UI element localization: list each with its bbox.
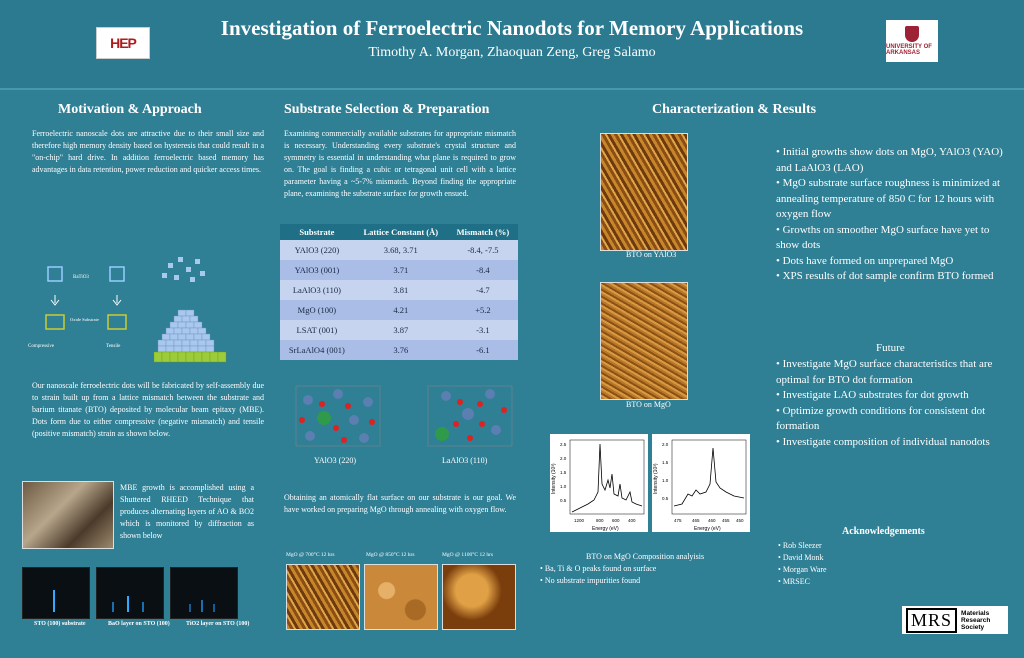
xps2-xtick: 465: [692, 518, 700, 523]
afm-image-mgo-700: [286, 564, 360, 630]
xps-xlabel-2: Energy (eV): [694, 526, 721, 532]
ack-item: • David Monk: [778, 553, 824, 562]
substrate-title: Substrate Selection & Preparation: [284, 102, 490, 117]
arrow-down-icon: [51, 295, 59, 305]
nanodot-pyramid: [158, 310, 214, 352]
crystal-caption-laalo3: LaAlO3 (110): [442, 456, 488, 465]
xps1-ytick: 2.0: [560, 456, 567, 461]
future-bullet: • Investigate LAO substrates for dot growth: [776, 389, 969, 401]
ack-item: • Morgan Ware: [778, 565, 827, 574]
compressive-label: Compressive: [28, 344, 55, 349]
rheed-streak: [112, 602, 114, 612]
strain-diagram: [28, 255, 248, 375]
rheed-image-sto: [22, 567, 90, 619]
bto-label: BaTiO3: [73, 275, 89, 280]
xps2-xtick: 475: [674, 518, 682, 523]
results-bullet: • Dots have formed on unprepared MgO: [776, 254, 954, 267]
results-bullet: • Initial growths show dots on MgO, YAlO3 (YAO) and LaAlO3 (LAO): [776, 146, 1003, 174]
mrs-logo: [902, 606, 1008, 634]
rheed-streak: [127, 596, 129, 612]
oxide-label: Oxide Substrate: [70, 317, 99, 322]
acknowledgements-list: [778, 540, 888, 588]
characterization-title: Characterization & Results: [652, 102, 817, 117]
yalo3-crystal-structure: [288, 380, 388, 452]
xps2-ytick: 1.5: [662, 460, 669, 465]
future-bullet: • Investigate composition of individual nanodots: [776, 435, 990, 448]
results-bullet: • Growths on smoother MgO surface have yet to show dots: [776, 223, 990, 251]
xps-bullet-list: [540, 563, 740, 587]
afm-caption-850: MgO @ 850°C 12 hrs: [366, 552, 415, 558]
substrate-layer: [154, 352, 226, 362]
oxide-cell-right: [108, 315, 126, 329]
university-logo: [886, 20, 938, 62]
afm-image-bto-on-yalo3: [600, 133, 688, 251]
table-header-substrate: Substrate: [280, 224, 354, 240]
ack-item: • Rob Sleezer: [778, 541, 822, 550]
table-row: LSAT (001) 3.87 -3.1: [280, 320, 518, 340]
substrate-paragraph-1: Examining commercially available substrates for appropriate mismatch is necessary. Understanding every substrate's crystal structure and symmetry is essential in understanding what plane is required to grow on. The goal is finding a cubic or tetragonal unit cell with a lattice parameter having a ~5-7% mismatch. Beyond finding the appropriate plane, examining the substrate surface for growth ensued.: [284, 129, 516, 198]
xps1-ytick: 2.5: [560, 442, 567, 447]
table-row: MgO (100) 4.21 +5.2: [280, 300, 518, 320]
xps2-ytick: 2.0: [662, 442, 669, 447]
afm-caption-bto-yalo3: BTO on YAlO3: [626, 250, 677, 259]
motivation-title: Motivation & Approach: [58, 102, 202, 117]
xps1-ytick: 1.0: [560, 484, 567, 489]
substrate-paragraph-2: Obtaining an atomically flat surface on our substrate is our goal. We have worked on preparing MgO through annealing with oxygen flow.: [284, 493, 516, 514]
xps-xlabel-1: Energy (eV): [592, 526, 619, 532]
xps2-xtick: 460: [708, 518, 716, 523]
future-bullet-list: [776, 357, 1008, 450]
falling-atoms: [162, 257, 205, 282]
table-row: YAlO3 (220) 3.68, 3.71 -8.4, -7.5: [280, 240, 518, 260]
tensile-label: Tensile: [106, 344, 121, 349]
xps1-xtick: 600: [612, 518, 620, 523]
rheed-streak: [53, 590, 55, 612]
xps1-xtick: 1200: [574, 518, 585, 523]
substrate-table: [280, 224, 518, 360]
afm-image-mgo-850: [364, 564, 438, 630]
rheed-streak: [213, 604, 215, 612]
xps2-ytick: 0.5: [662, 496, 669, 501]
table-row: LaAlO3 (110) 3.81 -4.7: [280, 280, 518, 300]
xps-bullet: • No substrate impurities found: [540, 576, 641, 585]
xps-plots: [550, 434, 750, 532]
table-row: SrLaAlO4 (001) 3.76 -6.1: [280, 340, 518, 360]
xps1-xtick: 800: [596, 518, 604, 523]
results-bullet: • XPS results of dot sample confirm BTO formed: [776, 270, 994, 282]
mbe-paragraph: MBE growth is accomplished using a Shuttered RHEED Technique that produces alternating layers of AO & BO2 which is monitored by diffraction as shown below: [120, 483, 254, 540]
acknowledgements-title: Acknowledgements: [842, 526, 925, 537]
rheed-image-tio2: [170, 567, 238, 619]
motivation-paragraph-1: Ferroelectric nanoscale dots are attractive due to their small size and therefore high memory density based on hysteresis that could result in a "on-chip" hard drive. In addition ferroelectric based memory has advantages in data retention, power reduction and quicker access times.: [32, 129, 264, 174]
rheed-streak: [189, 604, 191, 612]
afm-image-mgo-1100: [442, 564, 516, 630]
rheed-streak: [201, 600, 203, 612]
rheed-image-bao: [96, 567, 164, 619]
future-bullet: • Optimize growth conditions for consistent dot formation: [776, 404, 986, 432]
rheed-caption-3: TiO2 layer on STO (100): [186, 621, 250, 627]
hep-logo-text: HEP: [110, 35, 136, 51]
xps-bullet: • Ba, Ti & O peaks found on surface: [540, 564, 657, 573]
mbe-system-photo: [22, 481, 114, 549]
results-bullet-list: [776, 145, 1008, 285]
xps1-xtick: 400: [628, 518, 636, 523]
future-title: Future: [876, 342, 905, 354]
oxide-cell-left: [46, 315, 64, 329]
mrs-logo-text: Materials Research Society: [961, 609, 991, 631]
bto-cell-left: [48, 267, 62, 281]
afm-caption-1100: MgO @ 1100°C 12 hrs: [442, 552, 494, 558]
xps-ylabel-1: Intensity (10³): [551, 463, 557, 494]
university-shield-icon: [905, 26, 919, 42]
ack-item: • MRSEC: [778, 577, 810, 586]
results-bullet: • MgO substrate surface roughness is minimized at annealing temperature of 850 C for 12 hours with oxygen flow: [776, 177, 1001, 220]
xps2-xtick: 455: [722, 518, 730, 523]
xps1-ytick: 1.5: [560, 470, 567, 475]
xps2-ytick: 1.0: [662, 478, 669, 483]
university-logo-text: UNIVERSITY OF ARKANSAS: [886, 44, 932, 56]
xps-ylabel-2: Intensity (10³): [653, 463, 659, 494]
table-row: YAlO3 (001) 3.71 -8.4: [280, 260, 518, 280]
table-header-mismatch: Mismatch (%): [448, 224, 518, 240]
mrs-logo-letters: MRS: [906, 608, 957, 633]
arrow-down-icon: [113, 295, 121, 305]
xps2-xtick: 450: [736, 518, 744, 523]
future-bullet: • Investigate MgO surface characteristics that are optimal for BTO dot formation: [776, 358, 993, 386]
laalo3-crystal-structure: [420, 380, 520, 452]
rheed-caption-1: STO (100) substrate: [34, 621, 86, 627]
bto-cell-right: [110, 267, 124, 281]
crystal-caption-yalo3: YAlO3 (220): [314, 456, 356, 465]
poster-title: Investigation of Ferroelectric Nanodots for Memory Applications: [220, 16, 804, 40]
xps1-ytick: 0.5: [560, 498, 567, 503]
afm-image-bto-on-mgo: [600, 282, 688, 400]
afm-caption-700: MgO @ 700°C 12 hrs: [286, 552, 335, 558]
xps-caption: BTO on MgO Composition analyisis: [586, 552, 705, 561]
afm-caption-bto-mgo: BTO on MgO: [626, 400, 671, 409]
poster-authors: Timothy A. Morgan, Zhaoquan Zeng, Greg Salamo: [368, 45, 656, 60]
rheed-caption-2: BaO layer on STO (100): [108, 621, 170, 627]
motivation-paragraph-2: Our nanoscale ferroelectric dots will be fabricated by self-assembly due to strain built up from a lattice mismatch between the substrate and barium titanate (BTO) deposited by molecular beam epitaxy (MBE). Dots form due to either compressive (negative mismatch) and tensile (positive mismatch) strain as shown below.: [32, 381, 264, 438]
table-header-lattice: Lattice Constant (Å): [354, 224, 448, 240]
rheed-streak: [142, 602, 144, 612]
